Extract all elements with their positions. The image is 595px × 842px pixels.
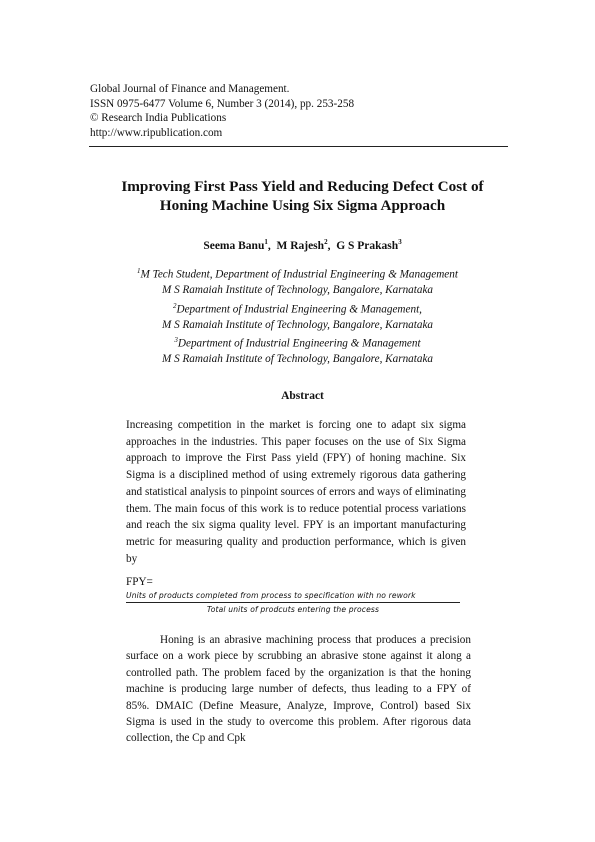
abstract-paragraph-2: [126, 632, 471, 747]
affiliation-dept: Department of Industrial Engineering & Management: [177, 337, 421, 350]
title-line-1: Improving First Pass Yield and Reducing Defect Cost of: [121, 178, 484, 195]
journal-name: Global Journal of Finance and Management.: [90, 83, 290, 95]
paragraph-2-text: Honing is an abrasive machining process that produces a precision surface on a work piece by scrubbing an abrasive stone against it along a controlled path. The problem faced by the organization is that the honing machine is producing large number of defects, thus leading to a FPY of 85%. DMAIC (Define Measure, Analyze, Improve, Control) based Six Sigma is used in the study to overcome this problem. After rigorous data collection, the Cp and Cpk: [126, 634, 471, 745]
abstract-heading: Abstract: [281, 390, 324, 402]
affiliation-inst: M S Ramaiah Institute of Technology, Bangalore, Karnataka: [161, 353, 434, 366]
formula-denominator: Total units of prodcuts entering the process: [206, 605, 380, 614]
author-sup: 3: [398, 238, 402, 246]
author-name: G S Prakash: [336, 239, 399, 252]
journal-url: http://www.ripublication.com: [90, 126, 223, 139]
affiliation-inst: M S Ramaiah Institute of Technology, Bangalore, Karnataka: [161, 284, 434, 297]
title-line-2: Honing Machine Using Six Sigma Approach: [159, 196, 446, 214]
author-sup: 1: [264, 238, 268, 246]
formula-fraction-bar: [126, 602, 460, 603]
header-divider: [89, 146, 508, 147]
author-list: Seema Banu$^1$, M Rajesh$^2$, G S Prakash$^3$: [203, 238, 402, 252]
author-name: M Rajesh: [276, 239, 325, 252]
formula-label: FPY=: [126, 576, 153, 588]
affiliation-3: [100, 333, 495, 368]
author-name: Seema Banu: [203, 239, 265, 252]
publisher-line: © Research India Publications: [90, 112, 227, 124]
formula-numerator: Units of products completed from process to specification with no rework: [126, 591, 416, 600]
affiliation-sup: 1: [137, 267, 141, 275]
affiliation-sup: 2: [173, 302, 177, 310]
affiliation-1: [100, 264, 495, 299]
journal-header: [90, 82, 354, 140]
affiliation-inst: M S Ramaiah Institute of Technology, Bangalore, Karnataka: [161, 319, 434, 332]
affiliation-dept: Department of Industrial Engineering & Management,: [176, 303, 422, 316]
author-sup: 2: [324, 238, 328, 246]
affiliation-2: [100, 299, 495, 334]
journal-issn: ISSN 0975-6477 Volume 6, Number 3 (2014), pp. 253-258: [90, 97, 355, 110]
affiliation-sup: 3: [174, 336, 178, 344]
paper-title: [80, 178, 525, 215]
abstract-text: Increasing competition in the market is forcing one to adapt six sigma approaches in the industries. This paper focuses on the use of Six Sigma approach to improve the First Pass yield (FPY) of honing machine. Six Sigma is a disciplined method of using extremely rigorous data gathering and statistical analysis to pinpoint sources of errors and ways of eliminating them. The main focus of this work is to reduce potential process variations and reach the six sigma quality level. FPY is an important manufacturing metric for measuring quality and production performance, which is given by: [126, 419, 466, 565]
affiliation-dept: M Tech Student, Department of Industrial Engineering & Management: [140, 268, 458, 281]
